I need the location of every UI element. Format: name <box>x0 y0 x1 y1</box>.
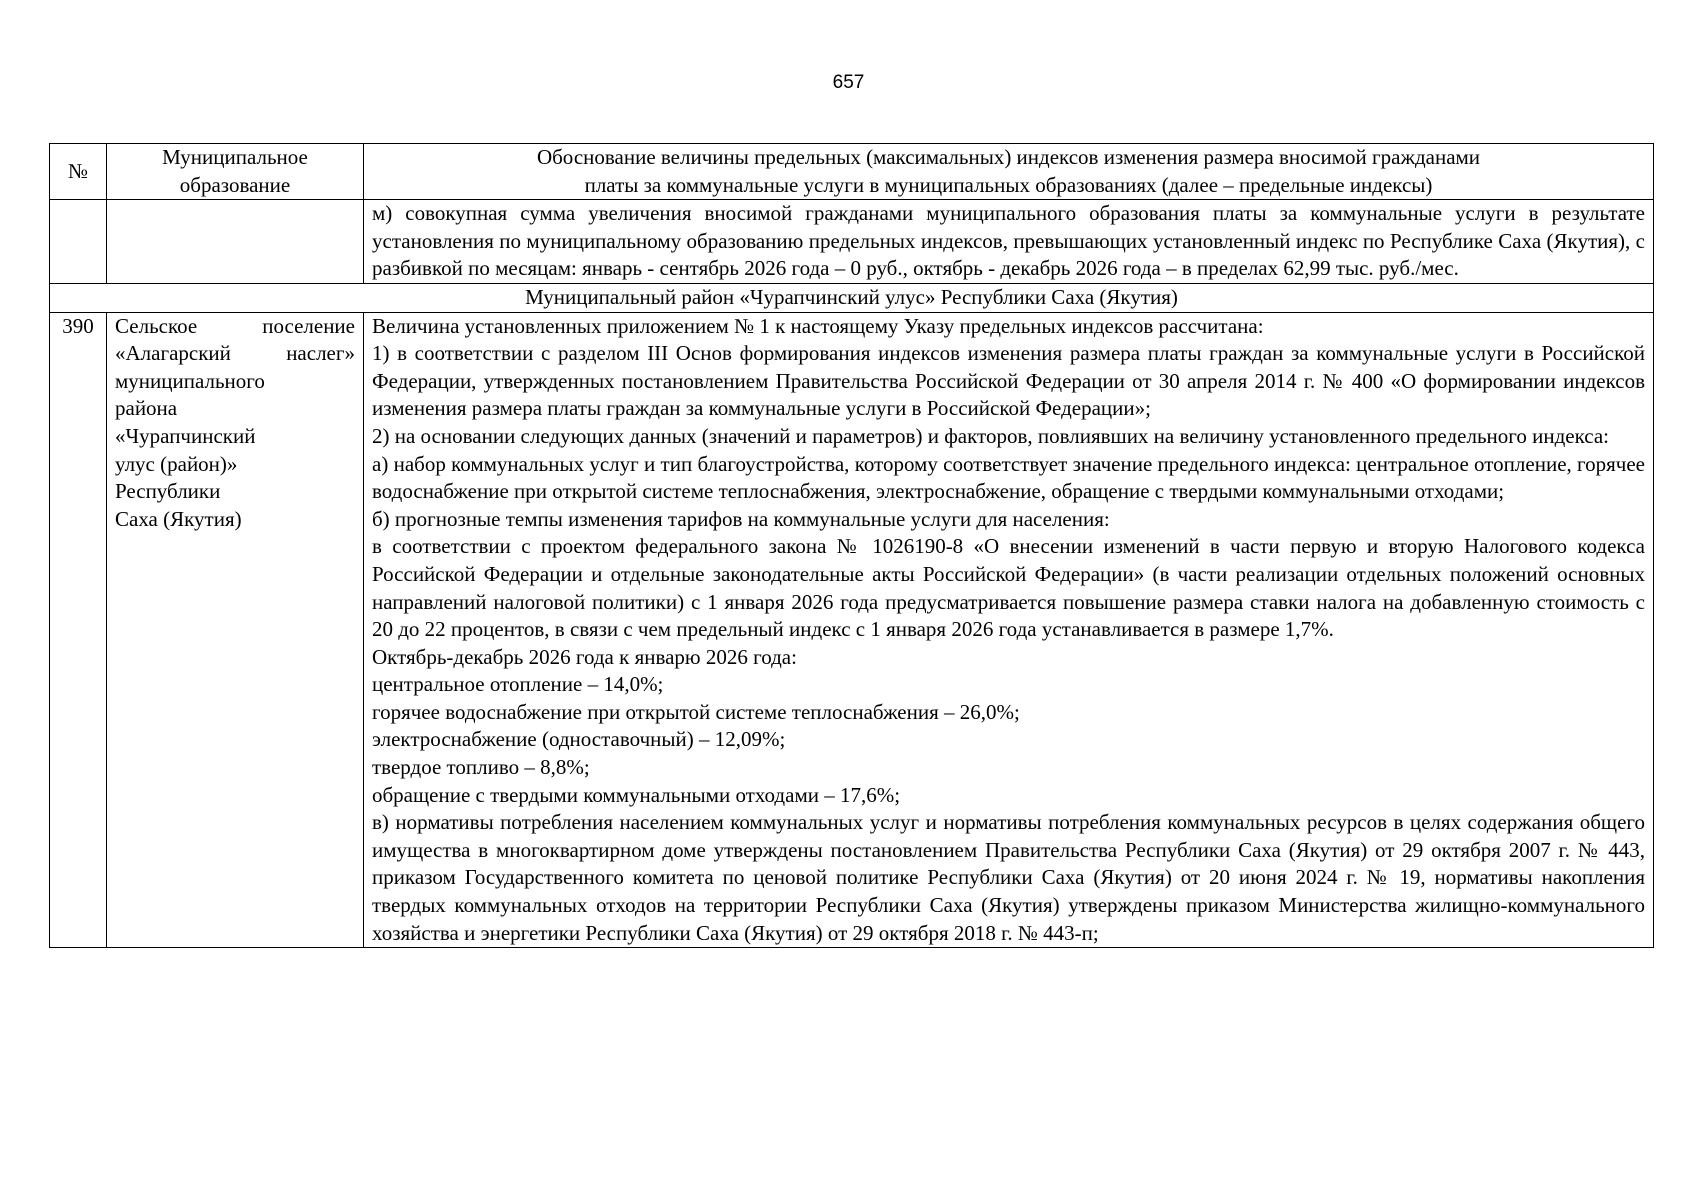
section-row <box>50 283 1654 312</box>
justification-paragraph: твердое топливо – 8,8%; <box>372 755 590 780</box>
header-municipality <box>107 144 364 200</box>
justification-paragraph: а) набор коммунальных услуг и тип благоустройства, которому соответствует значение предельного индекса: центральное отопление, горячее водоснабжение при открытой системе теплоснабжения, электроснабжение, обращение с твердыми коммунальными отходами; <box>372 451 1645 504</box>
continuation-text-cell: м) совокупная сумма увеличения вносимой гражданами муниципального образования платы за коммунальные услуги в результате установления по муниципальному образованию предельных индексов, превышающих установленный индекс по Республике Саха (Якутия), с разбивкой по месяцам: январь - сентябрь 2026 года – 0 руб., октябрь - декабрь 2026 года – в пределах 62,99 тыс. руб./мес. <box>364 200 1654 284</box>
municipality-line: Республики <box>115 479 221 504</box>
page-number: 657 <box>832 72 865 93</box>
header-municipality-line: Муниципальное <box>162 145 308 169</box>
justification-paragraph: электроснабжение (одноставочный) – 12,09%; <box>372 727 786 752</box>
table-header-row <box>50 144 1654 200</box>
table-row-390 <box>50 312 1654 948</box>
table-row-continuation <box>50 200 1654 284</box>
justification-paragraph: горячее водоснабжение при открытой системе теплоснабжения – 26,0%; <box>372 699 1020 724</box>
entry-municipality <box>107 312 364 948</box>
municipality-line: улус (район)» <box>115 451 238 476</box>
justification-paragraph: центральное отопление – 14,0%; <box>372 672 664 697</box>
municipality-line: Сельское поселение <box>115 313 355 338</box>
header-justification-line: Обоснование величины предельных (максимальных) индексов изменения размера вносимой гражданами <box>536 145 1481 169</box>
justification-paragraph: в соответствии с проектом федерального закона № 1026190-8 «О внесении изменений в части первую и вторую Налогового кодекса Российской Федерации и отдельные законодательные акты Российской Федерации» (в части реализации отдельных положений основных направлений налоговой политики) с 1 января 2026 года предусматривается повышение размера ставки налога на добавленную стоимость с 20 до 22 процентов, в связи с чем предельный индекс с 1 января 2026 года устанавливается в размере 1,7%. <box>372 534 1645 642</box>
header-justification <box>364 144 1654 200</box>
municipality-line: «Чурапчинский <box>115 423 256 448</box>
justification-paragraph: 2) на основании следующих данных (значений и параметров) и факторов, повлиявших на величину установленного предельного индекса: <box>372 423 1610 448</box>
header-justification-line: платы за коммунальные услуги в муниципальных образованиях (далее – предельные индексы) <box>584 172 1433 197</box>
justification-paragraph: 1) в соответствии с разделом III Основ формирования индексов изменения размера платы граждан за коммунальные услуги в Российской Федерации, утвержденных постановлением Правительства Российской Федерации от 30 апреля 2014 г. № 400 «О формировании индексов изменения размера платы граждан за коммунальные услуги в Российской Федерации»; <box>372 341 1645 421</box>
justification-paragraph: б) прогнозные темпы изменения тарифов на коммунальные услуги для населения: <box>372 506 1110 531</box>
continuation-number-cell <box>50 200 107 284</box>
municipality-line: Саха (Якутия) <box>115 506 242 531</box>
justification-paragraph: Октябрь-декабрь 2026 года к январю 2026 года: <box>372 644 797 669</box>
indices-table <box>49 143 1654 948</box>
justification-paragraph: обращение с твердыми коммунальными отходами – 17,6%; <box>372 782 901 807</box>
justification-paragraph: в) нормативы потребления населением коммунальных услуг и нормативы потребления коммунальных ресурсов в целях содержания общего имущества в многоквартирном доме утверждены постановлением Правительства Республики Саха (Якутия) от 29 октября 2007 г. № 443, приказом Государственного комитета по ценовой политике Республики Саха (Якутия) от 20 июня 2024 г. № 19, нормативы накопления твердых коммунальных отходов на территории Республики Саха (Якутия) утверждены приказом Министерства жилищно-коммунального хозяйства и энергетики Республики Саха (Якутия) от 29 октября 2018 г. № 443-п; <box>372 810 1645 945</box>
header-municipality-line: образование <box>179 172 291 197</box>
municipality-line: «Алагарский наслег» <box>115 341 355 366</box>
section-title: Муниципальный район «Чурапчинский улус» Республики Саха (Якутия) <box>50 283 1654 312</box>
entry-justification <box>364 312 1654 948</box>
municipality-line: района <box>115 396 178 421</box>
justification-paragraph: Величина установленных приложением № 1 к настоящему Указу предельных индексов рассчитана: <box>372 313 1264 338</box>
entry-number: 390 <box>50 312 107 948</box>
municipality-line: муниципального <box>115 368 265 393</box>
continuation-municipality-cell <box>107 200 364 284</box>
header-number: № <box>50 144 107 200</box>
